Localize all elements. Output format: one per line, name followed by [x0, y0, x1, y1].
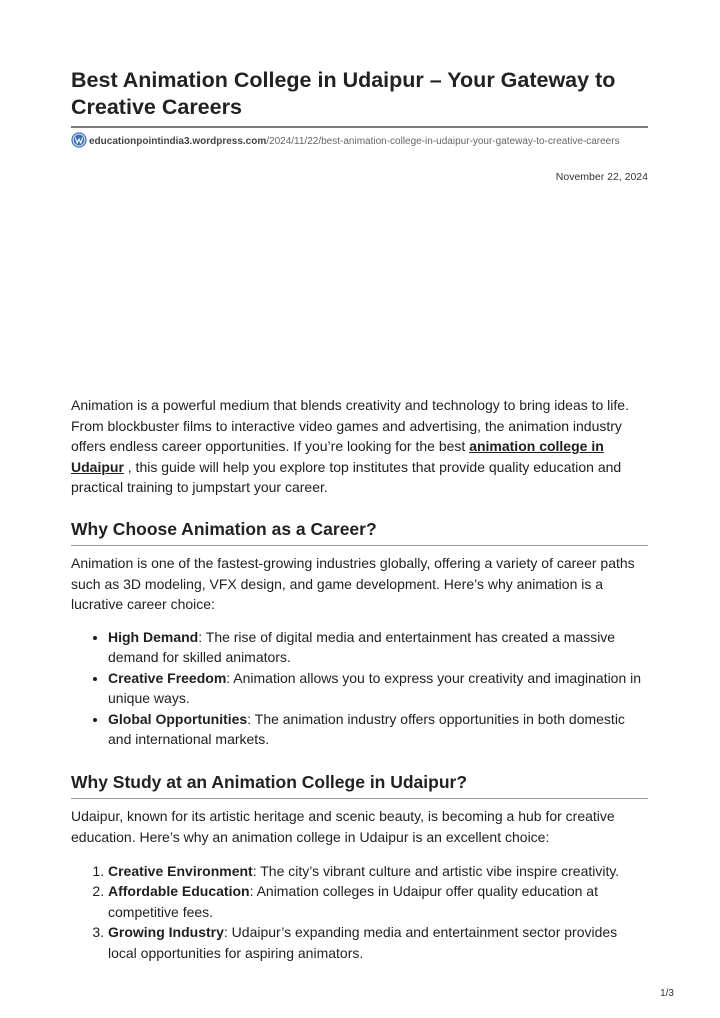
wordpress-icon: [71, 132, 87, 148]
list-item-term: Creative Freedom: [108, 669, 227, 686]
list-item-text: : Animation allows you to express your creativity and imagination in unique ways.: [108, 669, 642, 707]
list-item: [108, 668, 648, 709]
list-item: [108, 627, 648, 668]
list-item-text: : The rise of digital media and entertainment has created a massive demand for skilled animators.: [108, 629, 616, 666]
source-domain[interactable]: educationpointindia3.wordpress.com: [89, 136, 267, 147]
career-paragraph: Animation is one of the fastest-growing industries globally, offering a variety of career paths such as 3D modeling, VFX design, and game development. Here’s why animation is a lucrative career choice:: [71, 555, 635, 613]
publish-date: November 22, 2024: [555, 171, 648, 183]
section-heading-career: Why Choose Animation as a Career?: [71, 519, 377, 539]
animation-college-link[interactable]: animation college in Udaipur: [71, 438, 604, 475]
section-heading-udaipur: Why Study at an Animation College in Udaipur?: [71, 772, 468, 792]
list-item: [108, 881, 648, 922]
udaipur-reasons-list: [71, 861, 648, 963]
section-divider: [71, 798, 648, 799]
source-url[interactable]: [71, 132, 648, 149]
title-divider: [71, 126, 648, 128]
section-divider: [71, 545, 648, 546]
list-item-term: Growing Industry: [108, 924, 224, 941]
intro-paragraph: [71, 395, 648, 498]
list-item-text: : Animation colleges in Udaipur offer quality education at competitive fees.: [108, 883, 598, 920]
list-item: [108, 861, 648, 881]
list-item-term: Creative Environment: [108, 863, 253, 879]
list-item-text: : The animation industry offers opportunities in both domestic and international markets.: [108, 710, 625, 748]
list-item: [108, 709, 648, 750]
list-item-term: Affordable Education: [108, 883, 250, 900]
source-path[interactable]: /2024/11/22/best-animation-college-in-udaipur-your-gateway-to-creative-careers: [266, 136, 620, 147]
page-title: Best Animation College in Udaipur – Your Gateway to Creative Careers: [71, 68, 616, 119]
udaipur-paragraph: Udaipur, known for its artistic heritage and scenic beauty, is becoming a hub for creative education. Here’s why an animation college in Udaipur is an excellent choice:: [71, 808, 615, 845]
list-item: [108, 922, 648, 963]
intro-text-after: , this guide will help you explore top institutes that provide quality education and practical training to jumpstart your career.: [71, 458, 622, 496]
intro-text-before: Animation is a powerful medium that blends creativity and technology to bring ideas to life. From blockbuster films to interactive video games and advertising, the animation industry offers endless career opportunities. If you’re looking for the best: [71, 397, 629, 455]
list-item-text: : Udaipur’s expanding media and entertainment sector provides local opportunities for aspiring animators.: [108, 924, 618, 961]
list-item-term: Global Opportunities: [108, 710, 248, 727]
career-reasons-list: [71, 627, 648, 749]
list-item-text: : The city’s vibrant culture and artistic vibe inspire creativity.: [252, 863, 620, 879]
list-item-term: High Demand: [108, 629, 199, 645]
page-number: 1/3: [660, 988, 674, 999]
